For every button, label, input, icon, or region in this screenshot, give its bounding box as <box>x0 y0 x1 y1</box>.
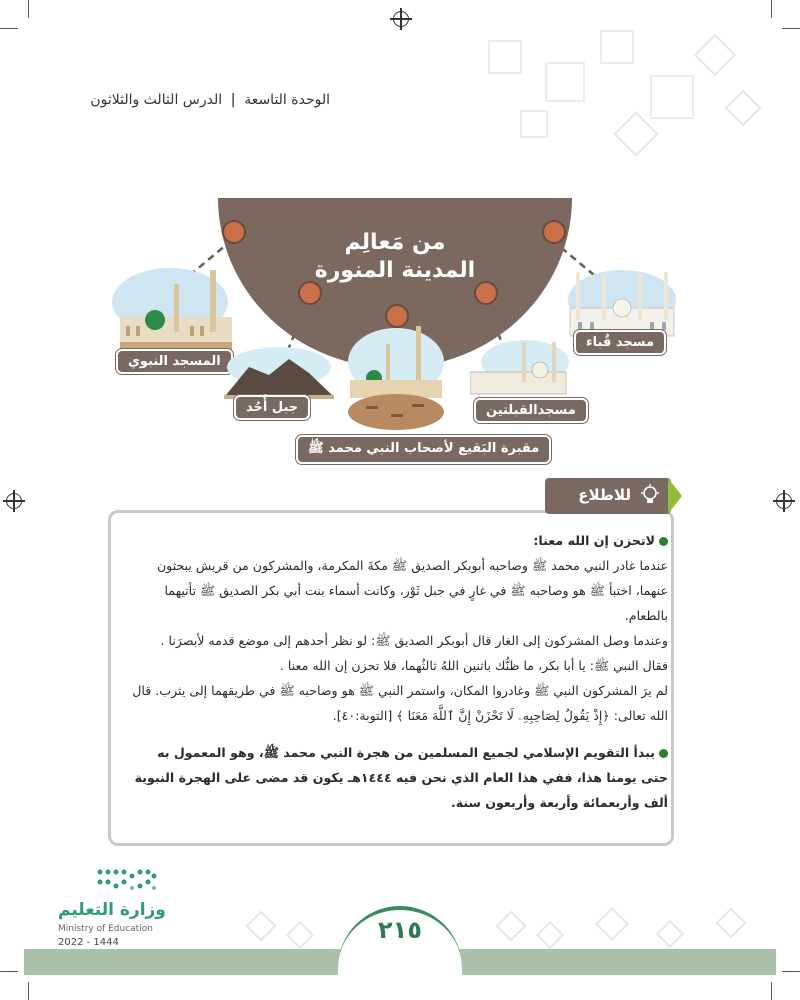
lesson-title: الدرس الثالث والثلاثون <box>90 92 223 108</box>
diagram-title-line2: المدينة المنورة <box>314 258 476 283</box>
info-heading-row <box>132 528 668 553</box>
page-number: ٢١٥ <box>378 916 422 944</box>
info-box-text <box>132 528 668 815</box>
baqi-cemetery-illustration <box>346 322 446 430</box>
bullet-icon <box>659 537 668 546</box>
crop-mark <box>28 982 29 1000</box>
bullet-icon <box>659 749 668 758</box>
prophets-mosque-illustration <box>110 262 240 358</box>
connector-dot <box>298 281 322 305</box>
lightbulb-icon <box>639 484 661 506</box>
qiblatain-mosque-illustration <box>470 336 570 398</box>
ministry-logo-dots <box>96 866 158 896</box>
crop-mark <box>771 982 772 1000</box>
label-prophets-mosque: المسجد النبوي <box>116 349 233 374</box>
info-heading: لاتحزن إن الله معنا: <box>533 533 655 548</box>
tab-arrow <box>668 478 682 514</box>
info-paragraph-4: لم يرَ المشركون النبي ﷺ وغادروا المكان، واستمر النبي ﷺ هو وصاحبه ﷺ في طريقهما إلى يثرب. قال الله تعالى: ﴿إِذْ يَقُولُ لِصَاحِبِهِۦ لَا تَحْزَنْ إِنَّ ٱللَّهَ مَعَنَا ﴾ [التوبة:٤٠]. <box>132 683 668 723</box>
connector-dot <box>222 220 246 244</box>
registration-mark-left <box>6 493 22 509</box>
diagram-title-line1: من مَعالِم <box>344 230 446 255</box>
crop-mark <box>0 971 18 972</box>
registration-mark-right <box>776 493 792 509</box>
unit-title: الوحدة التاسعة <box>244 92 330 108</box>
info-paragraph-2: وعندما وصل المشركون إلى الغار قال أبوبكر الصديق ﷺ: لو نظر أحدهم إلى موضع قدمه لأبصرَنا . <box>160 633 668 648</box>
label-baqi-cemetery: مقبرة البَقيع لأصحاب النبي محمد ﷺ <box>296 435 551 464</box>
label-mount-uhud: جبل أُحُد <box>234 395 310 420</box>
info-box-tab-label: للاطلاع <box>578 486 631 504</box>
ministry-name-en: Ministry of Education <box>58 924 153 934</box>
mount-uhud-illustration <box>224 345 334 400</box>
crop-mark <box>782 971 800 972</box>
info-paragraph-5: يبدأ التقويم الإسلامي لجميع المسلمين من هجرة النبي محمد ﷺ، وهو المعمول به حتى يومنا هذا، ففي هذا العام الذي نحن فيه ١٤٤٤هـ يكون قد مضى على الهجرة النبوية ألف وأربعمائة وأربعة وأربعون سنة. <box>134 745 668 810</box>
info-paragraph-5-row <box>132 740 668 815</box>
header-separator: | <box>230 92 236 108</box>
connector-dot <box>542 220 566 244</box>
ministry-year: 2022 - 1444 <box>58 937 119 948</box>
info-paragraph-1: عندما غادر النبي محمد ﷺ وصاحبه أبوبكر الصديق ﷺ مكةَ المكرمة، والمشركون من قريش يبحثون عنهما، اختبأ ﷺ هو وصاحبه ﷺ في غارٍ في جبل ثَوْر، وكانت أسماء بنت أبي بكر الصديق ﷺ تأتيهما بالطعام. <box>156 558 668 623</box>
connector-dot <box>474 281 498 305</box>
info-box-tab <box>545 478 671 514</box>
label-qiblatain-mosque: مسجدالقبلتين <box>474 398 588 423</box>
label-quba-mosque: مسجد قُباء <box>574 330 666 355</box>
info-paragraph-3: فقال النبي ﷺ: يا أبا بكر، ما ظنُّك باثنين اللهُ ثالثُهما، فلا تحزن إن الله معنا . <box>279 658 668 673</box>
ministry-name-ar: وزارة التعليم <box>58 900 166 920</box>
ministry-logo <box>96 866 158 900</box>
